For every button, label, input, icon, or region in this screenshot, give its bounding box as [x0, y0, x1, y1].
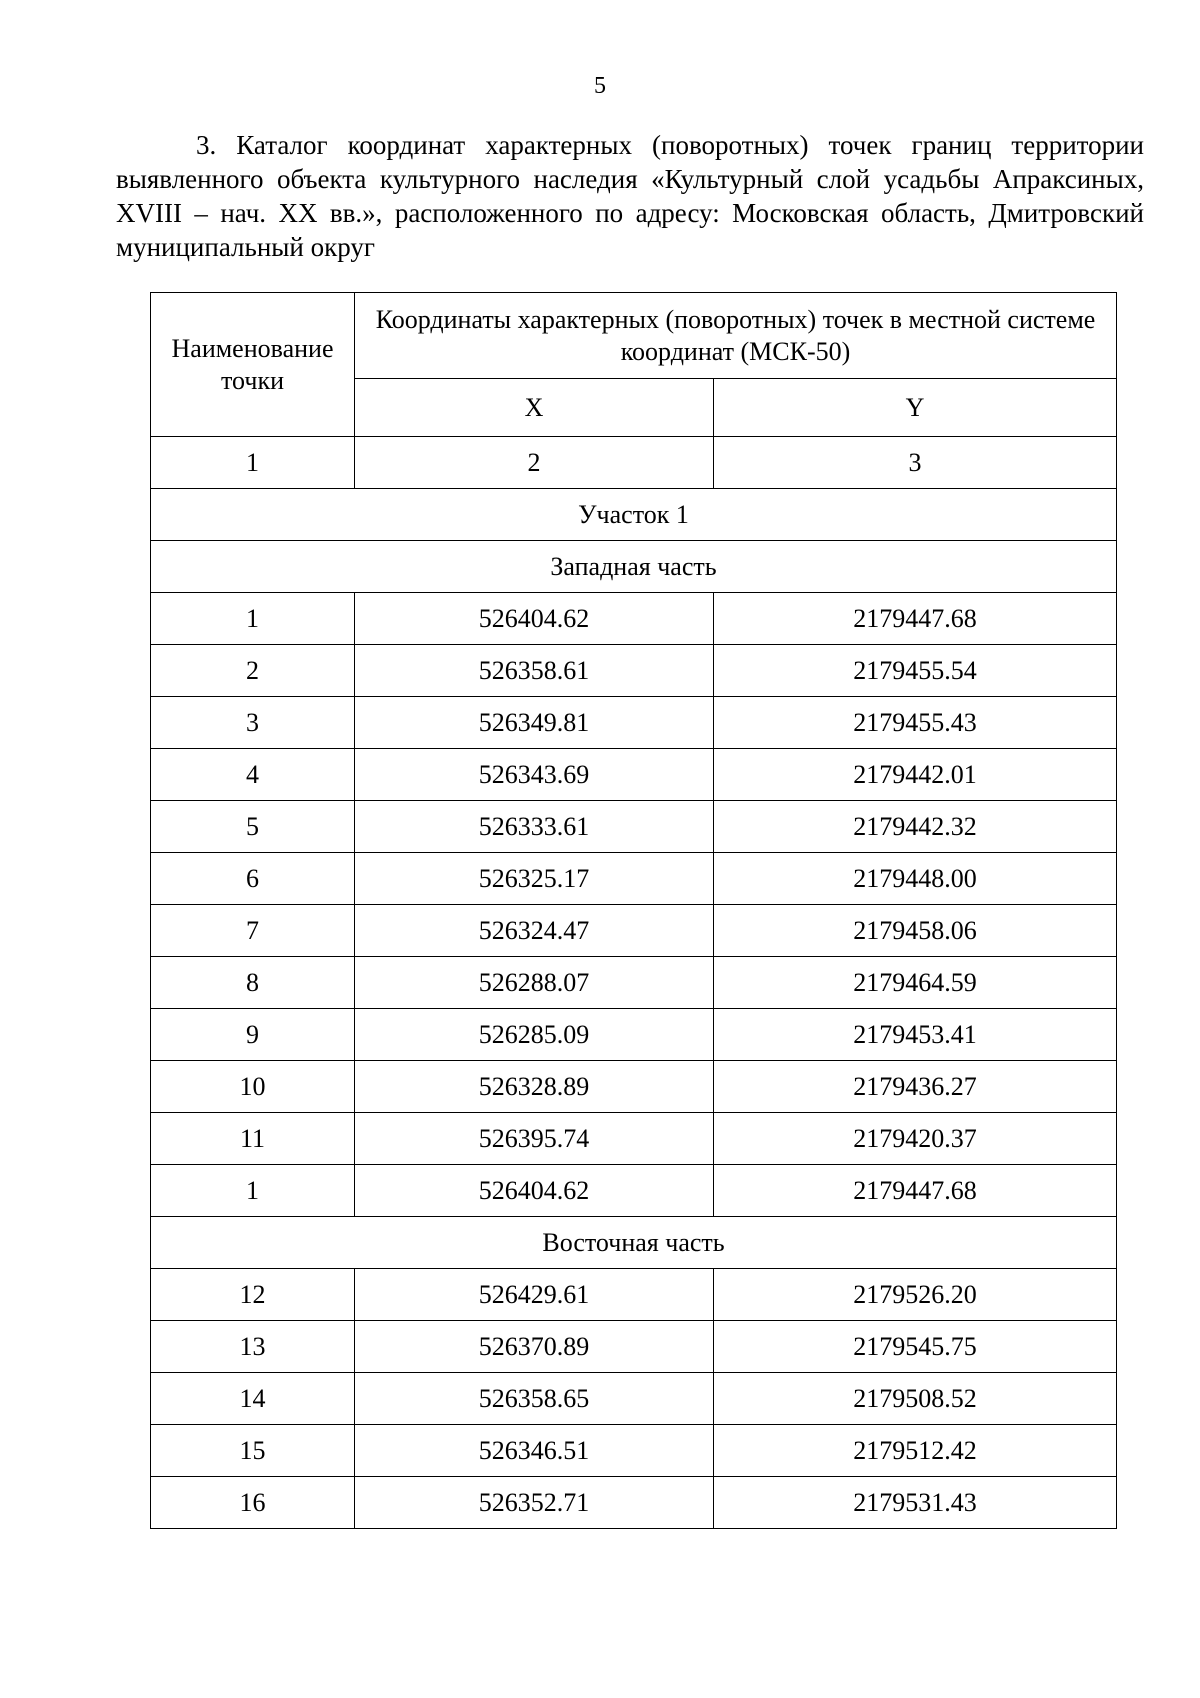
point-name-cell: 16	[151, 1477, 355, 1529]
header-y: Y	[714, 379, 1117, 437]
table-row	[151, 593, 1117, 645]
x-coordinate-cell: 526288.07	[355, 957, 714, 1009]
y-coordinate-cell: 2179436.27	[714, 1061, 1117, 1113]
table-row	[151, 1425, 1117, 1477]
point-name-cell: 1	[151, 593, 355, 645]
y-coordinate-cell: 2179455.43	[714, 697, 1117, 749]
table-row	[151, 749, 1117, 801]
table-row	[151, 1165, 1117, 1217]
point-name-cell: 14	[151, 1373, 355, 1425]
x-coordinate-cell: 526325.17	[355, 853, 714, 905]
page-number: 5	[594, 73, 606, 99]
point-name-cell: 7	[151, 905, 355, 957]
x-coordinate-cell: 526324.47	[355, 905, 714, 957]
y-coordinate-cell: 2179453.41	[714, 1009, 1117, 1061]
point-name-cell: 6	[151, 853, 355, 905]
x-coordinate-cell: 526404.62	[355, 593, 714, 645]
point-name-cell: 3	[151, 697, 355, 749]
y-coordinate-cell: 2179448.00	[714, 853, 1117, 905]
section-title: Западная часть	[151, 541, 1117, 593]
header-x: X	[355, 379, 714, 437]
y-coordinate-cell: 2179447.68	[714, 593, 1117, 645]
point-name-cell: 12	[151, 1269, 355, 1321]
table-row	[151, 1009, 1117, 1061]
table-row	[151, 801, 1117, 853]
table-body	[151, 489, 1117, 1529]
catalog-intro-paragraph: 3. Каталог координат характерных (поворотных) точек границ территории выявленного объекта культурного наследия «Культурный слой усадьбы Апраксиных, XVIII – нач. XX вв.», расположенного по адресу: Московская область, Дмитровский муниципальный округ	[116, 130, 1144, 262]
header-coordinates-group: Координаты характерных (поворотных) точек в местной системе координат (МСК-50)	[355, 293, 1117, 379]
point-name-cell: 1	[151, 1165, 355, 1217]
point-name-cell: 5	[151, 801, 355, 853]
point-name-cell: 13	[151, 1321, 355, 1373]
y-coordinate-cell: 2179442.01	[714, 749, 1117, 801]
column-number: 3	[714, 437, 1117, 489]
y-coordinate-cell: 2179526.20	[714, 1269, 1117, 1321]
coordinates-table	[150, 292, 1117, 1529]
column-number: 1	[151, 437, 355, 489]
y-coordinate-cell: 2179420.37	[714, 1113, 1117, 1165]
x-coordinate-cell: 526358.65	[355, 1373, 714, 1425]
point-name-cell: 11	[151, 1113, 355, 1165]
point-name-cell: 10	[151, 1061, 355, 1113]
plot-title: Участок 1	[151, 489, 1117, 541]
table-row	[151, 1321, 1117, 1373]
x-coordinate-cell: 526346.51	[355, 1425, 714, 1477]
y-coordinate-cell: 2179545.75	[714, 1321, 1117, 1373]
y-coordinate-cell: 2179508.52	[714, 1373, 1117, 1425]
x-coordinate-cell: 526328.89	[355, 1061, 714, 1113]
table-row	[151, 1269, 1117, 1321]
point-name-cell: 2	[151, 645, 355, 697]
point-name-cell: 15	[151, 1425, 355, 1477]
table-row	[151, 853, 1117, 905]
table-row	[151, 957, 1117, 1009]
y-coordinate-cell: 2179512.42	[714, 1425, 1117, 1477]
x-coordinate-cell: 526352.71	[355, 1477, 714, 1529]
header-point-name: Наименование точки	[151, 293, 355, 437]
table-row	[151, 1477, 1117, 1529]
section-title: Восточная часть	[151, 1217, 1117, 1269]
x-coordinate-cell: 526333.61	[355, 801, 714, 853]
y-coordinate-cell: 2179447.68	[714, 1165, 1117, 1217]
table-row	[151, 1373, 1117, 1425]
y-coordinate-cell: 2179442.32	[714, 801, 1117, 853]
point-name-cell: 8	[151, 957, 355, 1009]
x-coordinate-cell: 526429.61	[355, 1269, 714, 1321]
table-row	[151, 645, 1117, 697]
x-coordinate-cell: 526404.62	[355, 1165, 714, 1217]
point-name-cell: 4	[151, 749, 355, 801]
y-coordinate-cell: 2179458.06	[714, 905, 1117, 957]
y-coordinate-cell: 2179455.54	[714, 645, 1117, 697]
x-coordinate-cell: 526349.81	[355, 697, 714, 749]
table-row	[151, 1061, 1117, 1113]
column-number: 2	[355, 437, 714, 489]
table-row	[151, 905, 1117, 957]
x-coordinate-cell: 526395.74	[355, 1113, 714, 1165]
y-coordinate-cell: 2179531.43	[714, 1477, 1117, 1529]
table-row	[151, 1113, 1117, 1165]
table-row	[151, 697, 1117, 749]
x-coordinate-cell: 526343.69	[355, 749, 714, 801]
point-name-cell: 9	[151, 1009, 355, 1061]
x-coordinate-cell: 526358.61	[355, 645, 714, 697]
x-coordinate-cell: 526370.89	[355, 1321, 714, 1373]
y-coordinate-cell: 2179464.59	[714, 957, 1117, 1009]
x-coordinate-cell: 526285.09	[355, 1009, 714, 1061]
